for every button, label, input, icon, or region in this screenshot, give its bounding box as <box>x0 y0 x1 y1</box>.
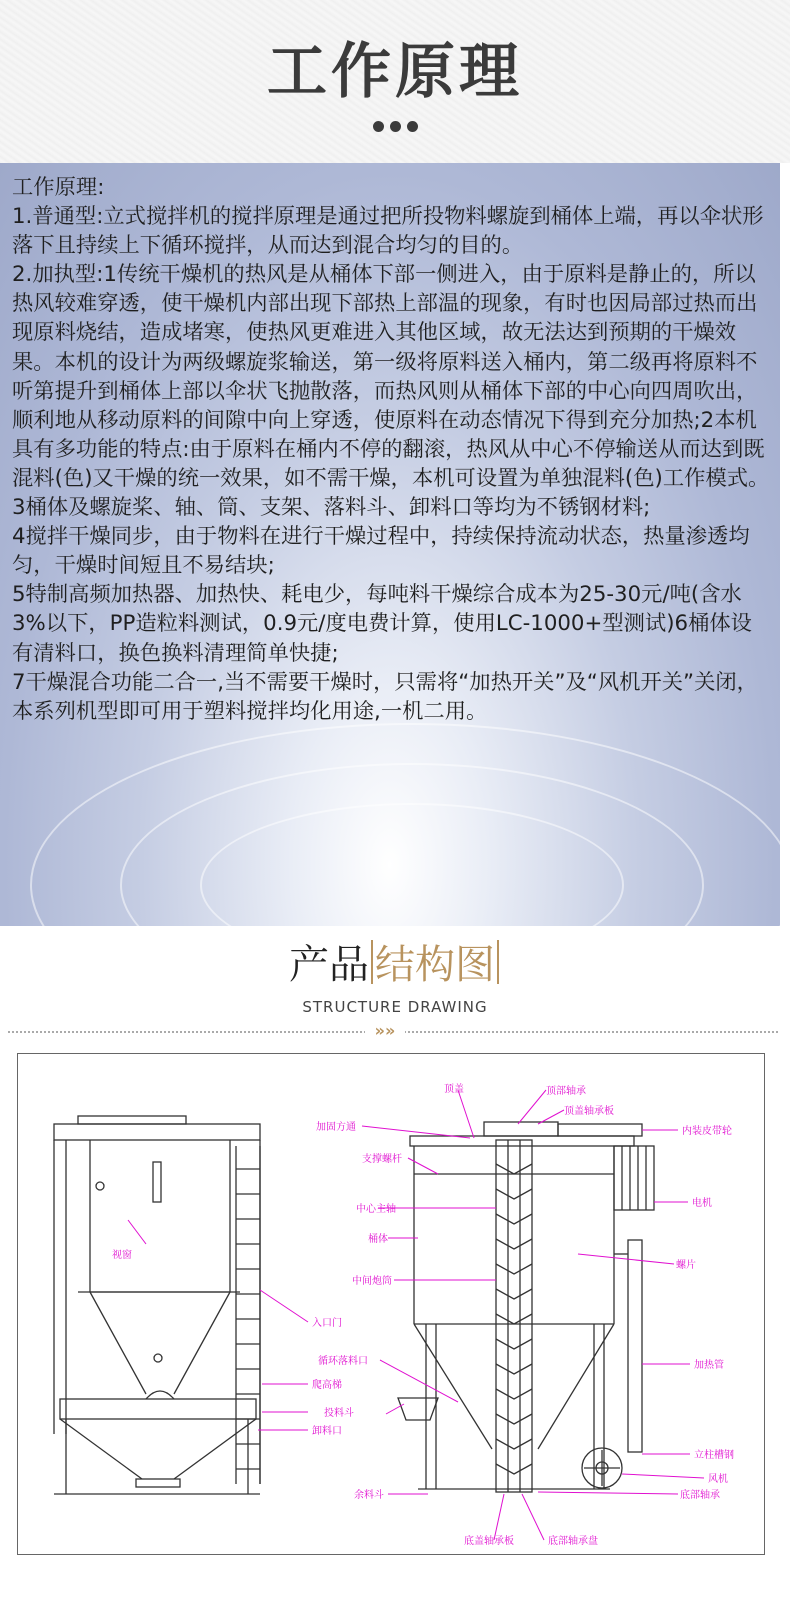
principle-item-3: 3桶体及螺旋桨、轴、筒、支架、落料斗、卸料口等均为不锈钢材料; <box>12 495 651 521</box>
label-top-bearing: 顶部轴承 <box>546 1086 586 1097</box>
label-fan: 风机 <box>708 1474 728 1485</box>
principle-item-1: 1.普通型:立式搅拌机的搅拌原理是通过把所投物料螺旋到桶体上端，再以伞状形落下且持续上下循环搅拌，从而达到混合均匀的目的。 <box>12 204 764 259</box>
label-support-bolt: 支撑螺杆 <box>362 1154 402 1165</box>
principle-item-7: 7干燥混合功能二合一,当不需要干燥时，只需将“加热开关”及“风机开关”关闭，本系列机型即可用于塑料搅拌均化用途,一机二用。 <box>12 669 758 724</box>
label-middle-tube: 中间炮筒 <box>352 1276 392 1287</box>
label-top-bearing-plate: 顶盖轴承板 <box>564 1106 614 1117</box>
label-feed-hopper: 投料斗 <box>324 1408 354 1419</box>
label-discharge: 卸料口 <box>312 1426 342 1437</box>
label-channel-steel: 立柱槽钢 <box>694 1450 734 1461</box>
principle-item-4: 4搅拌干燥同步，由于物料在进行干燥过程中，持续保持流动状态，热量渗透均匀，干燥时间短且不易结块; <box>12 524 750 579</box>
label-view-window: 视窗 <box>112 1250 132 1261</box>
panel-edge <box>780 163 790 926</box>
label-cycle-drop: 循环落料口 <box>318 1356 368 1367</box>
principle-text <box>12 173 772 726</box>
page-title: 工作原理 <box>267 37 523 107</box>
label-barrel: 桶体 <box>368 1234 388 1245</box>
structure-title-a: 产品 <box>289 942 369 988</box>
principle-item-2: 2.加执型:1传统干燥机的热风是从桶体下部一侧进入，由于原料是静止的，所以热风较难穿透，使干燥机内部出现下部热上部温的现象，有时也因局部过热而出现原料烧结，造成堵寒，使热风更难进入其他区域，故无法达到预期的干燥效果。本机的设计为两级螺旋浆输送，第一级将原料送入桶内，第二级再将原料不听第提升到桶体上部以伞状飞抛散落，而热风则从桶体下部的中心向四周吹出，顺利地从移动原料的间隙中向上穿透，使原料在动态情况下得到充分加热;2本机具有多功能的特点:由于原料在桶内不停的翻滚，热风从中心不停输送从而达到既混料(色)又干燥的统一效果，如不需干燥，本机可设置为单独混料(色)工作模式。 <box>12 262 770 491</box>
label-bottom-seat: 底部轴承盘 <box>548 1536 598 1547</box>
structure-title-b: 结构图 <box>375 942 495 988</box>
structure-diagram <box>17 1053 765 1555</box>
label-motor: 电机 <box>692 1198 712 1209</box>
label-top-cover: 顶盖 <box>444 1084 464 1095</box>
label-center-shaft: 中心主轴 <box>356 1204 396 1215</box>
label-heater: 加热管 <box>694 1360 724 1371</box>
label-residue-hopper: 余料斗 <box>354 1490 384 1501</box>
label-ladder: 爬高梯 <box>312 1380 342 1391</box>
principle-item-5: 5特制高频加热器、加热快、耗电少，每吨料干燥综合成本为25-30元/吨(含水3%以下，PP造粒料测试，0.9元/度电费计算，使用LC-1000+型测试)6桶体设有清料口，换色换料清理简单快捷; <box>12 582 752 666</box>
label-bottom-bearing: 底部轴承 <box>680 1490 720 1501</box>
structure-drawing <box>18 1054 764 1554</box>
label-inlet: 入口门 <box>312 1318 342 1329</box>
label-reinforce: 加固方通 <box>316 1122 356 1133</box>
structure-subtitle: STRUCTURE DRAWING <box>302 998 488 1016</box>
chevron-icon: »» <box>365 1021 405 1040</box>
label-blade: 螺片 <box>676 1260 696 1271</box>
structure-title <box>0 940 790 989</box>
label-inner-pulley: 内装皮带轮 <box>682 1126 732 1137</box>
principle-panel <box>0 163 780 926</box>
title-dots <box>0 117 790 136</box>
principle-heading: 工作原理: <box>12 175 105 200</box>
label-bottom-plate: 底盖轴承板 <box>464 1536 514 1547</box>
